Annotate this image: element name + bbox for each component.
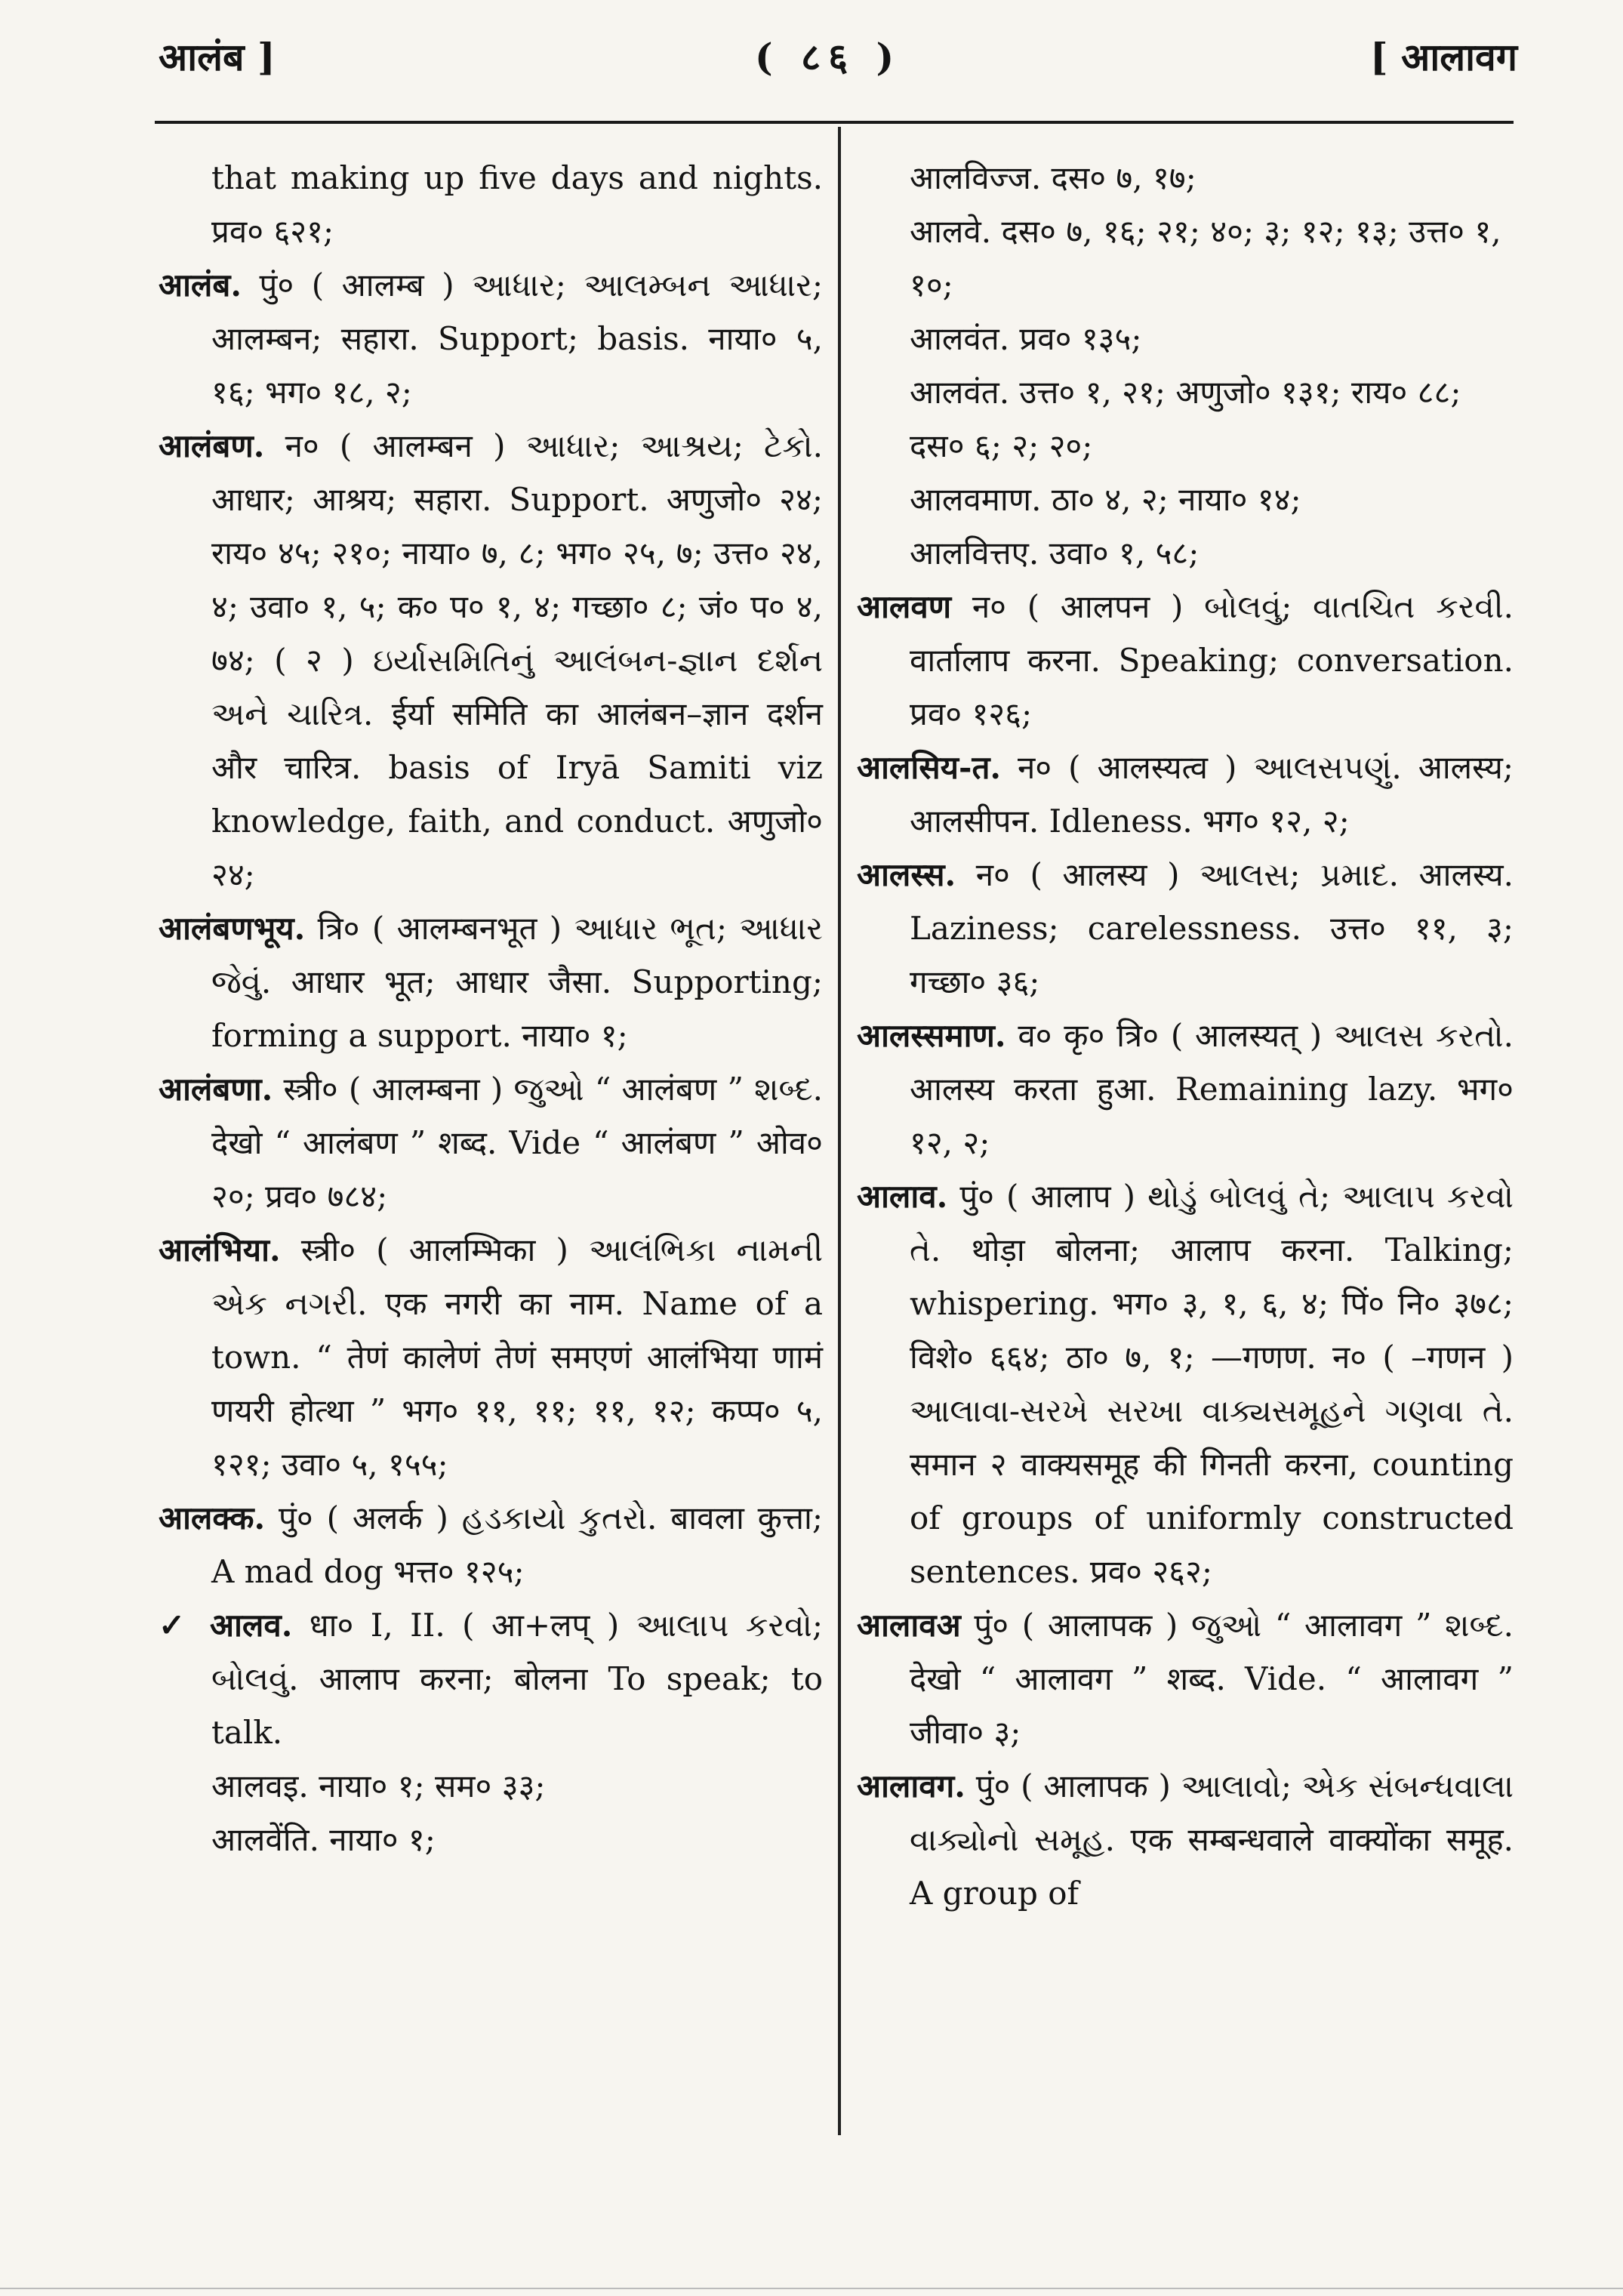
sub-form [857, 205, 1514, 312]
entry [159, 1491, 823, 1598]
page-number: ( ८६ ) [755, 35, 902, 79]
sub-form [159, 1813, 823, 1866]
header-left-guideword: आलंब ] [159, 35, 276, 79]
headword: आलंभिया. [159, 1231, 281, 1268]
entry [857, 1598, 1514, 1759]
entry-text: स्त्री० ( आलम्भिका ) આલંભિકા નામની એક નગરી. एक नगरी का नाम. Name of a town. “ तेणं कालेणं तेणं समएणं आलंभिया णामं णयरी होत्था ” भग० ११, ११; ११, १२; कप्प० ५, १२१; उवा० ५, १५५; [211, 1231, 823, 1483]
sub-form-text: आलविज्ज. दस० ७, १७; [910, 159, 1196, 196]
entry [159, 1062, 823, 1223]
sub-form [857, 526, 1514, 580]
headword: आलाव. [857, 1178, 948, 1215]
entry [857, 1009, 1514, 1170]
headword: आलसिय-त. [857, 749, 1002, 786]
entry [857, 848, 1514, 1009]
sub-form [857, 312, 1514, 365]
entry [857, 580, 1514, 741]
right-column [857, 151, 1514, 1920]
sub-form [159, 1759, 823, 1813]
headword: आलंबण. [159, 427, 265, 464]
headword: ✓ आलव. [159, 1607, 293, 1644]
entry-text: धा० I, II. ( आ+लप् ) આલાપ કરવો; બોલવું. आलाप करना; बोलना To speak; to talk. [211, 1607, 823, 1751]
entry-text: स्त्री० ( आलम्बना ) જુઓ “ आलंबण ” શબ્દ. देखो “ आलंबण ” शब्द. Vide “ आलंबण ” ओव० २०; प्रव० ७८४; [211, 1071, 823, 1215]
entry [857, 741, 1514, 848]
entry-text: न० ( आलस्य ) આલસ; પ્રમાદ. आलस्य. Laziness; carelessness. उत्त० ११, ३; गच्छा० ३६; [910, 856, 1514, 1000]
left-column [159, 151, 823, 1866]
sub-form [857, 151, 1514, 205]
headword: आलक्क. [159, 1499, 266, 1536]
sub-form-text: आलवंत. प्रव० १३५; [910, 320, 1142, 357]
headword: आलावग. [857, 1767, 965, 1804]
entry [159, 258, 823, 419]
running-head [159, 30, 1517, 83]
headword: आलावअ [857, 1607, 961, 1644]
headword: आलंबणा. [159, 1071, 273, 1108]
sub-form-text: आलवित्तए. उवा० १, ५८; [910, 535, 1200, 572]
sub-form-text: आलवंत. उत्त० १, २१; अणुजो० १३१; राय० ८८; दस० ६; २; २०; [910, 374, 1461, 464]
entry [159, 1598, 823, 1759]
entry-text: पुं० ( आलाप ) થોડું બોલવું તે; આલાપ કરવો તે. थोड़ा बोलना; आलाप करना. Talking; whispering. भग० ३, १, ६, ४; पिं० नि० ३७८; विशे० ६६४; ठा० ७, १; —गणण. न० ( –गणन ) આલાવા-સરખે સરખા વાક્યસમૂહને ગણવા તે. समान २ वाक्यसमूह की गिनती करना, counting of groups of uniformly constructed sentences. प्रव० २६२; [910, 1178, 1514, 1590]
headword: आलंबणभूय. [159, 910, 306, 947]
entry [857, 1759, 1514, 1920]
entry [159, 901, 823, 1062]
headword: आलस्समाण. [857, 1017, 1006, 1054]
sub-form-text: आलवइ. नाया० १; सम० ३३; [211, 1767, 546, 1804]
entry-text: पुं० ( आलापक ) આલાવો; એક સંબન્ધવાલા વાક્યોનો સમૂહ. एक सम्बन्धवाले वाक्योंका समूह. A group of [910, 1767, 1514, 1912]
entry-text: व० कृ० त्रि० ( आलस्यत् ) આલસ કરતો. आलस्य करता हुआ. Remaining lazy. भग० १२, २; [910, 1017, 1514, 1161]
entry [159, 1223, 823, 1491]
entry-text: that making up five days and nights. प्रव० ६२१; [211, 159, 823, 250]
entry [857, 1170, 1514, 1598]
header-right-guideword: [ आलावग [1370, 35, 1517, 79]
sub-form-text: आलवे. दस० ७, १६; २१; ४०; ३; १२; १३; उत्त० १, १०; [910, 213, 1501, 304]
entry-text: न० ( आलपन ) બોલવું; વાતચિત કરવી. वार्तालाप करना. Speaking; conversation. प्रव० १२६; [910, 588, 1514, 732]
entry-continuation [159, 151, 823, 258]
sub-form [857, 365, 1514, 473]
entry-text: पुं० ( आलापक ) જુઓ “ आलावग ” શબ્દ. देखो “ आलावग ” शब्द. Vide. “ आलावग ” जीवा० ३; [910, 1607, 1514, 1751]
headword: आलस्स. [857, 856, 956, 893]
headword: आलवण [857, 588, 952, 625]
entry-text: पुं० ( आलम्ब ) આધાર; આલમ્બન આધાર; आलम्बन; सहारा. Support; basis. नाया० ५, १६; भग० १८, २; [211, 267, 823, 411]
entry [159, 419, 823, 901]
sub-form [857, 473, 1514, 526]
entry-text: न० ( आलम्बन ) આધાર; આશ્રય; ટેકો. आधार; आश्रय; सहारा. Support. अणुजो० २४; राय० ४५; २१०; नाया० ७, ८; भग० २५, ७; उत्त० २४, ४; उवा० १, ५; क० प० १, ४; गच्छा० ८; जं० प० ४, ७४; ( २ ) ઇર્યાસમિતિનું આલંબન-જ્ઞાન દર્શન અને ચારિત્ર. ईर्या समिति का आलंबन–ज्ञान दर्शन और चारित्र. basis of Iryā Samiti viz knowledge, faith, and conduct. अणुजो० २४; [211, 427, 823, 893]
bottom-edge-rule [0, 2288, 1623, 2289]
entry-text: न० ( आलस्यत्व ) આલસપણું. आलस्य; आलसीपन. Idleness. भग० १२, २; [910, 749, 1514, 840]
sub-form-text: आलवमाण. ठा० ४, २; नाया० १४; [910, 481, 1301, 518]
headword: आलंब. [159, 267, 242, 304]
sub-form-text: आलवेंति. नाया० १; [211, 1821, 436, 1858]
header-rule [155, 121, 1514, 124]
column-divider [838, 127, 841, 2135]
entry-text: त्रि० ( आलम्बनभूत ) આધાર ભૂત; આધાર જેવું. आधार भूत; आधार जैसा. Supporting; forming a support. नाया० १; [211, 910, 823, 1054]
entry-text: पुं० ( अलर्क ) હડકાયો કુતરો. बावला कुत्ता; A mad dog भत्त० १२५; [211, 1499, 823, 1590]
